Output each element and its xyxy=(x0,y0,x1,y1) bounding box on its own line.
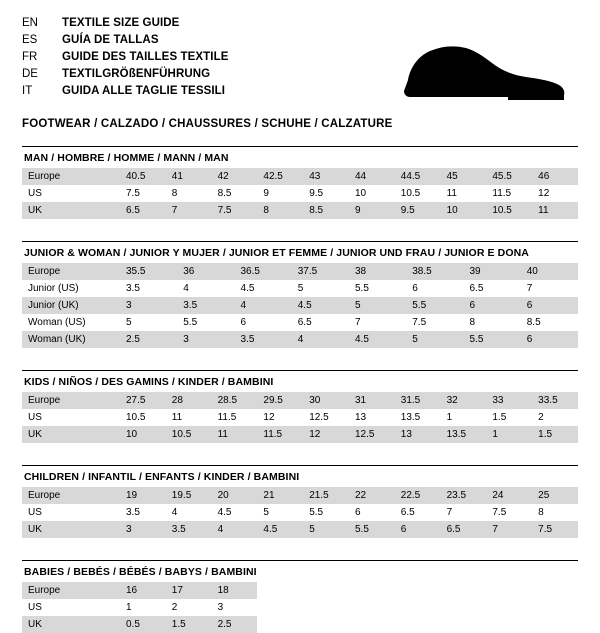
size-cell: 19 xyxy=(120,487,166,504)
row-label: US xyxy=(28,507,42,518)
size-cell: 6 xyxy=(521,297,578,314)
size-cell: 11.5 xyxy=(217,412,237,423)
size-cell: 5 xyxy=(406,331,463,348)
language-code: ES xyxy=(22,34,38,46)
size-cell: 6 xyxy=(464,297,521,314)
size-cell: 3 xyxy=(217,602,224,613)
size-cell: 9 xyxy=(349,202,395,219)
table-row xyxy=(22,392,578,409)
table-row xyxy=(22,504,578,521)
size-cell: 5 xyxy=(303,521,349,538)
table-row xyxy=(22,409,578,426)
size-cell: 3.5 xyxy=(166,521,212,538)
size-group xyxy=(22,370,578,443)
size-cell xyxy=(532,616,578,633)
size-cell: 22 xyxy=(349,487,395,504)
size-cell xyxy=(486,599,532,616)
size-cell: 4.5 xyxy=(257,521,303,538)
row-label: UK xyxy=(22,426,120,443)
size-cell: 4.5 xyxy=(292,297,349,314)
size-cell: 10.5 xyxy=(166,426,212,443)
size-cell: 40.5 xyxy=(120,168,166,185)
size-cell: 7 xyxy=(526,283,533,294)
size-cell xyxy=(395,582,441,599)
language-row xyxy=(22,84,229,101)
size-cell: 5.5 xyxy=(406,297,463,314)
table-row xyxy=(22,297,578,314)
table-row xyxy=(22,314,578,331)
row-label: Europe xyxy=(22,487,120,504)
row-label: US xyxy=(28,188,42,199)
group-divider xyxy=(22,146,578,147)
size-cell: 5.5 xyxy=(355,283,369,294)
size-cell: 32 xyxy=(441,392,487,409)
size-cell: 10 xyxy=(441,202,487,219)
size-cell: 35.5 xyxy=(120,263,177,280)
group-title: MAN / HOMBRE / HOMME / MANN / MAN xyxy=(24,152,229,164)
size-cell: 6 xyxy=(412,283,418,294)
size-cell: 44 xyxy=(349,168,395,185)
size-cell: 7 xyxy=(446,507,453,518)
size-cell: 46 xyxy=(532,168,578,185)
size-cell xyxy=(303,599,349,616)
size-cell: 8 xyxy=(257,202,303,219)
size-cell: 36 xyxy=(177,263,234,280)
size-cell: 28 xyxy=(166,392,212,409)
size-cell: 44.5 xyxy=(395,168,441,185)
size-cell: 11 xyxy=(532,202,578,219)
size-cell: 7 xyxy=(486,521,532,538)
row-label: US xyxy=(28,412,42,423)
size-cell: 40 xyxy=(521,263,578,280)
category-title: FOOTWEAR / CALZADO / CHAUSSURES / SCHUHE / CALZATURE xyxy=(22,118,393,130)
size-cell: 1.5 xyxy=(166,616,212,633)
size-group xyxy=(22,560,578,633)
size-cell: 28.5 xyxy=(212,392,258,409)
language-code: IT xyxy=(22,85,33,97)
size-cell: 6 xyxy=(240,317,247,328)
group-divider xyxy=(22,370,578,371)
size-cell: 8 xyxy=(171,188,178,199)
group-title: CHILDREN / INFANTIL / ENFANTS / KINDER / BAMBINI xyxy=(24,471,300,483)
size-cell: 1 xyxy=(126,602,132,613)
row-label: UK xyxy=(22,202,120,219)
language-row xyxy=(22,50,229,67)
size-cell: 13.5 xyxy=(400,412,421,423)
size-cell: 9.5 xyxy=(395,202,441,219)
size-cell xyxy=(257,616,303,633)
size-cell: 30 xyxy=(303,392,349,409)
size-cell xyxy=(441,599,487,616)
size-cell: 42 xyxy=(212,168,258,185)
size-cell: 38 xyxy=(349,263,406,280)
row-label: Junior (UK) xyxy=(22,297,120,314)
size-cell: 25 xyxy=(532,487,578,504)
size-cell: 10.5 xyxy=(126,412,146,423)
size-cell: 13.5 xyxy=(441,426,487,443)
size-cell xyxy=(349,616,395,633)
size-cell xyxy=(395,616,441,633)
size-cell: 4.5 xyxy=(217,507,232,518)
size-cell: 6.5 xyxy=(441,521,487,538)
size-cell: 23.5 xyxy=(441,487,487,504)
table-row xyxy=(22,521,578,538)
language-row xyxy=(22,33,229,50)
size-cell: 8 xyxy=(538,507,544,518)
size-cell: 12.5 xyxy=(309,412,329,423)
table-row xyxy=(22,616,578,633)
size-cell: 38.5 xyxy=(406,263,463,280)
size-cell: 5 xyxy=(297,283,304,294)
size-cell xyxy=(257,582,303,599)
size-cell: 10.5 xyxy=(400,188,421,199)
page-header xyxy=(22,16,578,108)
size-cell: 3.5 xyxy=(126,507,140,518)
size-cell: 6.5 xyxy=(400,507,415,518)
table-row xyxy=(22,331,578,348)
size-cell: 7.5 xyxy=(412,317,427,328)
table-row xyxy=(22,263,578,280)
size-cell: 2.5 xyxy=(212,616,258,633)
size-cell: 4 xyxy=(292,331,349,348)
size-cell: 2.5 xyxy=(120,331,177,348)
size-cell: 10 xyxy=(354,188,367,199)
size-cell xyxy=(486,582,532,599)
group-title: KIDS / NIÑOS / DES GAMINS / KINDER / BAMBINI xyxy=(24,376,274,388)
group-divider xyxy=(22,465,578,466)
size-cell: 7.5 xyxy=(492,507,507,518)
size-cell: 6 xyxy=(521,331,578,348)
size-cell: 6.5 xyxy=(297,317,312,328)
size-table xyxy=(22,582,578,633)
language-code: DE xyxy=(22,68,38,80)
size-cell: 3 xyxy=(177,331,234,348)
table-row xyxy=(22,582,578,599)
size-cell: 7.5 xyxy=(212,202,258,219)
size-cell: 5 xyxy=(349,297,406,314)
size-cell: 9.5 xyxy=(309,188,324,199)
table-row xyxy=(22,280,578,297)
size-cell: 5.5 xyxy=(309,507,324,518)
row-label: Woman (UK) xyxy=(22,331,120,348)
row-label: Europe xyxy=(22,582,120,599)
size-cell: 1 xyxy=(486,426,532,443)
group-title: BABIES / BEBÉS / BÉBÉS / BABYS / BAMBINI xyxy=(24,566,257,578)
size-cell: 1.5 xyxy=(532,426,578,443)
size-cell: 11 xyxy=(212,426,258,443)
size-cell: 42.5 xyxy=(257,168,303,185)
size-cell: 21 xyxy=(257,487,303,504)
size-cell xyxy=(349,582,395,599)
size-cell: 11.5 xyxy=(492,188,512,199)
size-cell: 7.5 xyxy=(532,521,578,538)
size-cell xyxy=(441,582,487,599)
size-cell: 8 xyxy=(469,317,476,328)
table-row xyxy=(22,168,578,185)
size-cell: 6 xyxy=(354,507,361,518)
group-divider xyxy=(22,560,578,561)
size-cell xyxy=(349,599,395,616)
size-cell: 6 xyxy=(395,521,441,538)
language-title-list xyxy=(22,16,229,101)
size-cell: 5.5 xyxy=(349,521,395,538)
size-cell: 5 xyxy=(263,507,269,518)
size-cell: 31.5 xyxy=(395,392,441,409)
row-label: Europe xyxy=(22,263,120,280)
language-code: EN xyxy=(22,17,38,29)
size-cell: 10 xyxy=(120,426,166,443)
size-cell xyxy=(395,599,441,616)
language-title: GUIDA ALLE TAGLIE TESSILI xyxy=(62,85,226,97)
size-cell: 12.5 xyxy=(349,426,395,443)
size-cell: 21.5 xyxy=(303,487,349,504)
row-label: US xyxy=(28,602,42,613)
table-row xyxy=(22,202,578,219)
size-cell xyxy=(257,599,303,616)
language-title: GUÍA DE TALLAS xyxy=(62,34,159,46)
size-cell: 0.5 xyxy=(120,616,166,633)
size-cell: 2 xyxy=(171,602,178,613)
size-cell: 41 xyxy=(166,168,212,185)
size-cell: 2 xyxy=(538,412,544,423)
size-cell: 9 xyxy=(263,188,269,199)
size-cell: 16 xyxy=(120,582,166,599)
row-label: UK xyxy=(22,521,120,538)
size-cell: 45.5 xyxy=(486,168,532,185)
language-title: GUIDE DES TAILLES TEXTILE xyxy=(62,51,229,63)
size-cell: 45 xyxy=(441,168,487,185)
size-cell: 12 xyxy=(538,188,550,199)
table-row xyxy=(22,599,578,616)
size-cell: 11 xyxy=(171,412,183,423)
table-row xyxy=(22,487,578,504)
size-cell: 11.5 xyxy=(257,426,303,443)
size-cell: 5.5 xyxy=(183,317,198,328)
size-cell: 3.5 xyxy=(235,331,292,348)
size-cell: 19.5 xyxy=(166,487,212,504)
size-cell: 6.5 xyxy=(469,283,484,294)
size-cell: 27.5 xyxy=(120,392,166,409)
size-table xyxy=(22,392,578,443)
language-row xyxy=(22,16,229,33)
size-cell: 37.5 xyxy=(292,263,349,280)
size-cell: 4 xyxy=(171,507,178,518)
group-title: JUNIOR & WOMAN / JUNIOR Y MUJER / JUNIOR ET FEMME / JUNIOR UND FRAU / JUNIOR E DONA xyxy=(24,247,529,259)
size-cell: 13 xyxy=(395,426,441,443)
size-cell: 1.5 xyxy=(492,412,507,423)
row-label: Europe xyxy=(22,168,120,185)
size-cell: 12 xyxy=(263,412,275,423)
size-cell: 8.5 xyxy=(303,202,349,219)
size-cell: 3 xyxy=(120,521,166,538)
size-cell xyxy=(532,582,578,599)
size-cell: 8.5 xyxy=(217,188,232,199)
size-cell: 4 xyxy=(183,283,189,294)
language-title: TEXTILGRÖßENFÜHRUNG xyxy=(62,68,211,80)
size-cell: 20 xyxy=(212,487,258,504)
row-label: Junior (US) xyxy=(28,283,79,294)
row-label: Woman (US) xyxy=(28,317,86,328)
size-cell: 24 xyxy=(486,487,532,504)
language-code: FR xyxy=(22,51,38,63)
size-cell: 39 xyxy=(464,263,521,280)
dress-shoe-icon xyxy=(388,34,568,102)
size-cell: 3.5 xyxy=(126,283,140,294)
size-cell: 7 xyxy=(166,202,212,219)
size-cell: 4 xyxy=(212,521,258,538)
table-row xyxy=(22,426,578,443)
size-cell xyxy=(303,582,349,599)
size-cell: 36.5 xyxy=(235,263,292,280)
size-cell: 10.5 xyxy=(486,202,532,219)
size-cell: 4 xyxy=(235,297,292,314)
size-cell xyxy=(441,616,487,633)
row-label: Europe xyxy=(22,392,120,409)
size-cell: 4.5 xyxy=(349,331,406,348)
size-cell: 22.5 xyxy=(395,487,441,504)
size-cell: 11 xyxy=(446,188,457,199)
size-groups xyxy=(22,146,578,633)
size-cell: 7.5 xyxy=(126,188,140,199)
size-cell: 4.5 xyxy=(240,283,255,294)
size-cell: 33.5 xyxy=(532,392,578,409)
size-table xyxy=(22,263,578,348)
size-cell: 17 xyxy=(166,582,212,599)
size-cell: 3.5 xyxy=(177,297,234,314)
size-group xyxy=(22,146,578,219)
size-group xyxy=(22,465,578,538)
size-cell xyxy=(532,599,578,616)
size-cell: 5.5 xyxy=(464,331,521,348)
size-cell: 13 xyxy=(354,412,367,423)
size-cell: 8.5 xyxy=(526,317,541,328)
row-label: UK xyxy=(22,616,120,633)
size-cell: 5 xyxy=(126,317,132,328)
size-cell xyxy=(486,616,532,633)
table-row xyxy=(22,185,578,202)
size-group xyxy=(22,241,578,348)
size-cell: 29.5 xyxy=(257,392,303,409)
size-cell: 33 xyxy=(486,392,532,409)
size-cell: 18 xyxy=(212,582,258,599)
size-cell: 3 xyxy=(120,297,177,314)
language-title: TEXTILE SIZE GUIDE xyxy=(62,17,180,29)
size-cell: 31 xyxy=(349,392,395,409)
size-cell: 12 xyxy=(303,426,349,443)
group-divider xyxy=(22,241,578,242)
size-table xyxy=(22,487,578,538)
size-cell xyxy=(303,616,349,633)
size-cell: 43 xyxy=(303,168,349,185)
language-row xyxy=(22,67,229,84)
size-table xyxy=(22,168,578,219)
size-cell: 1 xyxy=(446,412,453,423)
size-cell: 7 xyxy=(355,317,361,328)
size-cell: 6.5 xyxy=(120,202,166,219)
